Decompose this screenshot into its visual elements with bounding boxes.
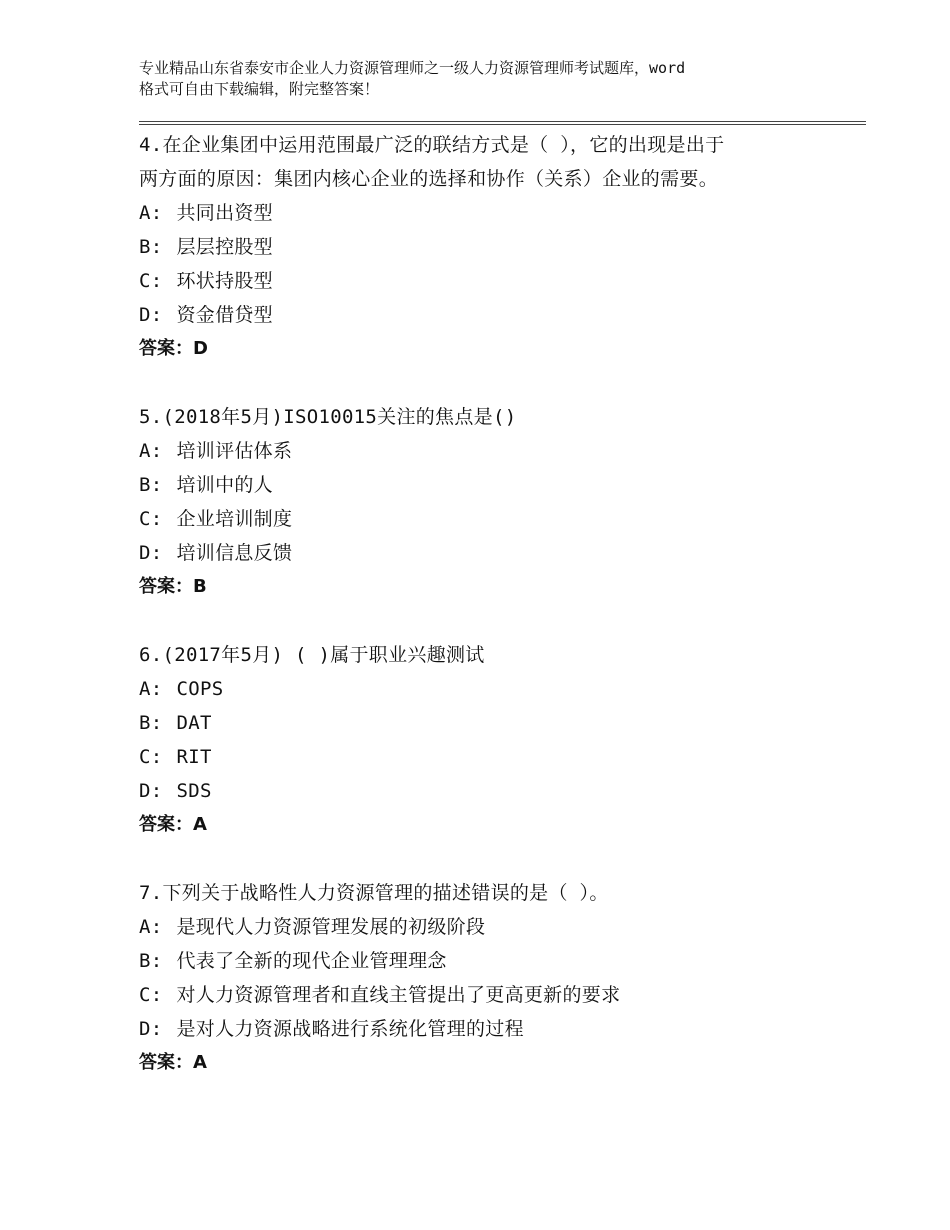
question-stem-line: 6.(2017年5月) ( )属于职业兴趣测试 [139, 644, 485, 666]
option-text: 资金借贷型 [176, 304, 273, 326]
answer-value: B [193, 576, 207, 597]
option-b [139, 230, 839, 264]
option-text: 环状持股型 [176, 270, 273, 292]
question-stem-line: 5.(2018年5月)ISO10015关注的焦点是() [139, 406, 517, 428]
answer-label: 答案： [139, 1052, 193, 1073]
answer-value: A [193, 1052, 207, 1073]
answer-label: 答案： [139, 338, 193, 359]
option-text: 对人力资源管理者和直线主管提出了更高更新的要求 [176, 984, 621, 1006]
option-a [139, 910, 839, 944]
question-6 [139, 638, 839, 842]
option-d [139, 774, 839, 808]
option-text: 培训评估体系 [176, 440, 293, 462]
option-d [139, 1012, 839, 1046]
option-text: SDS [176, 780, 212, 802]
option-text: 企业培训制度 [176, 508, 293, 530]
answer-line [139, 808, 839, 842]
option-key: A: [139, 916, 163, 938]
option-text: 层层控股型 [176, 236, 273, 258]
answer-line [139, 332, 839, 366]
option-b [139, 706, 839, 740]
question-list [139, 128, 839, 1114]
option-c [139, 978, 839, 1012]
question-7 [139, 876, 839, 1080]
option-key: D: [139, 1018, 163, 1040]
question-4 [139, 128, 839, 366]
option-c [139, 502, 839, 536]
option-c [139, 740, 839, 774]
question-stem-line: 两方面的原因：集团内核心企业的选择和协作（关系）企业的需要。 [139, 168, 719, 190]
header-rule-top [139, 121, 866, 122]
option-key: C: [139, 270, 163, 292]
option-d [139, 298, 839, 332]
option-key: C: [139, 984, 163, 1006]
option-text: RIT [176, 746, 212, 768]
option-text: 是对人力资源战略进行系统化管理的过程 [176, 1018, 524, 1040]
question-stem-line: 7.下列关于战略性人力资源管理的描述错误的是（ ）。 [139, 882, 609, 904]
answer-value: A [193, 814, 207, 835]
option-key: B: [139, 950, 163, 972]
option-key: B: [139, 236, 163, 258]
option-text: 培训中的人 [176, 474, 273, 496]
option-key: A: [139, 440, 163, 462]
option-a [139, 672, 839, 706]
option-a [139, 434, 839, 468]
answer-label: 答案： [139, 576, 193, 597]
option-d [139, 536, 839, 570]
option-key: A: [139, 678, 163, 700]
option-key: B: [139, 712, 163, 734]
option-a [139, 196, 839, 230]
question-stem-line: 4.在企业集团中运用范围最广泛的联结方式是（ ），它的出现是出于 [139, 134, 725, 156]
option-key: D: [139, 780, 163, 802]
answer-line [139, 1046, 839, 1080]
option-text: 培训信息反馈 [176, 542, 293, 564]
option-c [139, 264, 839, 298]
option-b [139, 468, 839, 502]
option-text: 共同出资型 [176, 202, 273, 224]
header-rule-bottom [139, 124, 866, 125]
document-header [139, 58, 829, 100]
option-text: 是现代人力资源管理发展的初级阶段 [176, 916, 486, 938]
option-key: B: [139, 474, 163, 496]
option-key: D: [139, 542, 163, 564]
answer-value: D [193, 338, 208, 359]
option-key: C: [139, 508, 163, 530]
option-key: A: [139, 202, 163, 224]
option-b [139, 944, 839, 978]
option-text: 代表了全新的现代企业管理理念 [176, 950, 447, 972]
header-line-1: 专业精品山东省泰安市企业人力资源管理师之一级人力资源管理师考试题库，word [139, 59, 686, 77]
option-key: D: [139, 304, 163, 326]
answer-line [139, 570, 839, 604]
answer-label: 答案： [139, 814, 193, 835]
option-text: DAT [176, 712, 212, 734]
option-text: COPS [176, 678, 224, 700]
header-line-2: 格式可自由下载编辑，附完整答案！ [139, 80, 380, 98]
question-5 [139, 400, 839, 604]
option-key: C: [139, 746, 163, 768]
